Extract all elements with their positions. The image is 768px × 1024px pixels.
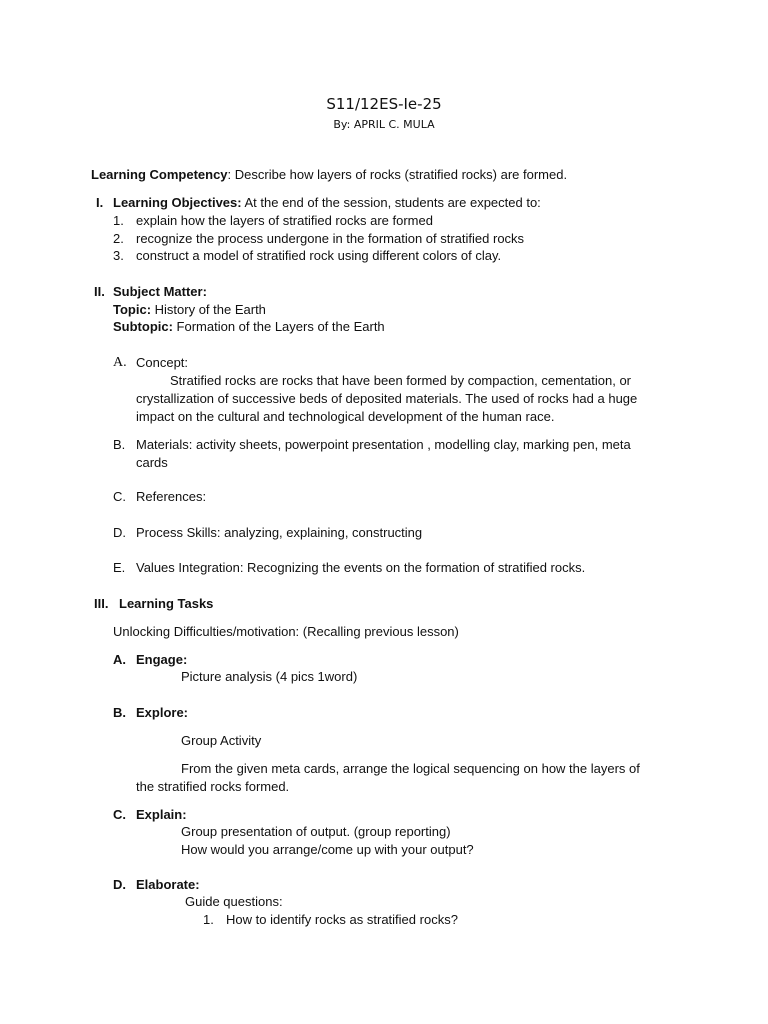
objective-item: explain how the layers of stratified rocks are formed [136,213,433,228]
author-byline: By: APRIL C. MULA [333,118,435,131]
explore-text: Group Activity [181,733,262,748]
objective-number: 3. [113,248,124,263]
guide-questions-label: Guide questions: [185,894,283,909]
section-1-number: I. [96,195,104,210]
section-3-title: Learning Tasks [119,596,214,611]
subtopic-line [113,318,385,336]
unlocking-difficulties: Unlocking Difficulties/motivation: (Recalling previous lesson) [113,624,459,639]
subtopic-value: Formation of the Layers of the Earth [172,319,385,334]
values-integration: Values Integration: Recognizing the events on the formation of stratified rocks. [136,560,586,575]
section-1-intro: At the end of the session, students are expected to: [241,195,541,210]
concept-label: Concept: [136,355,189,370]
competency-label: Learning Competency [91,167,228,182]
item-letter-a: A. [113,355,127,370]
question-number: 1. [203,912,214,927]
learning-competency [91,166,567,184]
elaborate-title: Elaborate: [136,877,200,892]
materials-line: cards [136,455,168,470]
section-2-title: Subject Matter: [113,284,207,299]
section-1-title: Learning Objectives: [113,195,242,210]
item-letter-b: B. [113,437,126,452]
topic-value: History of the Earth [151,302,266,317]
objective-number: 2. [113,231,124,246]
section-3-number: III. [94,596,109,611]
objective-item: construct a model of stratified rock using different colors of clay. [136,248,502,263]
explore-text: the stratified rocks formed. [136,779,290,794]
concept-text-line: impact on the cultural and technological development of the human race. [136,409,555,424]
explain-text: How would you arrange/come up with your output? [181,842,474,857]
item-letter-c: C. [113,489,126,504]
topic-line [113,301,266,319]
task-letter-a: A. [113,652,126,667]
explore-text: From the given meta cards, arrange the logical sequencing on how the layers of [181,761,640,776]
task-letter-c: C. [113,807,126,822]
item-letter-e: E. [113,560,126,575]
subtopic-label: Subtopic: [113,319,173,334]
concept-text-line: crystallization of successive beds of deposited materials. The used of rocks had a huge [136,391,638,406]
concept-text-line: Stratified rocks are rocks that have been formed by compaction, cementation, or [170,373,632,388]
item-letter-d: D. [113,525,126,540]
objective-item: recognize the process undergone in the formation of stratified rocks [136,231,525,246]
competency-text: : Describe how layers of rocks (stratified rocks) are formed. [227,167,568,182]
references-label: References: [136,489,207,504]
explain-title: Explain: [136,807,187,822]
engage-title: Engage: [136,652,188,667]
section-2-number: II. [94,284,105,299]
explore-title: Explore: [136,705,189,720]
objective-number: 1. [113,213,124,228]
topic-label: Topic: [113,302,152,317]
engage-text: Picture analysis (4 pics 1word) [181,669,358,684]
guide-question: How to identify rocks as stratified rocks? [226,912,458,927]
task-letter-d: D. [113,877,126,892]
materials-line: Materials: activity sheets, powerpoint presentation , modelling clay, marking pen, meta [136,437,631,452]
document-code: S11/12ES-Ie-25 [326,95,442,113]
section-1-heading [113,194,541,212]
explain-text: Group presentation of output. (group reporting) [181,824,451,839]
task-letter-b: B. [113,705,126,720]
process-skills: Process Skills: analyzing, explaining, constructing [136,525,423,540]
